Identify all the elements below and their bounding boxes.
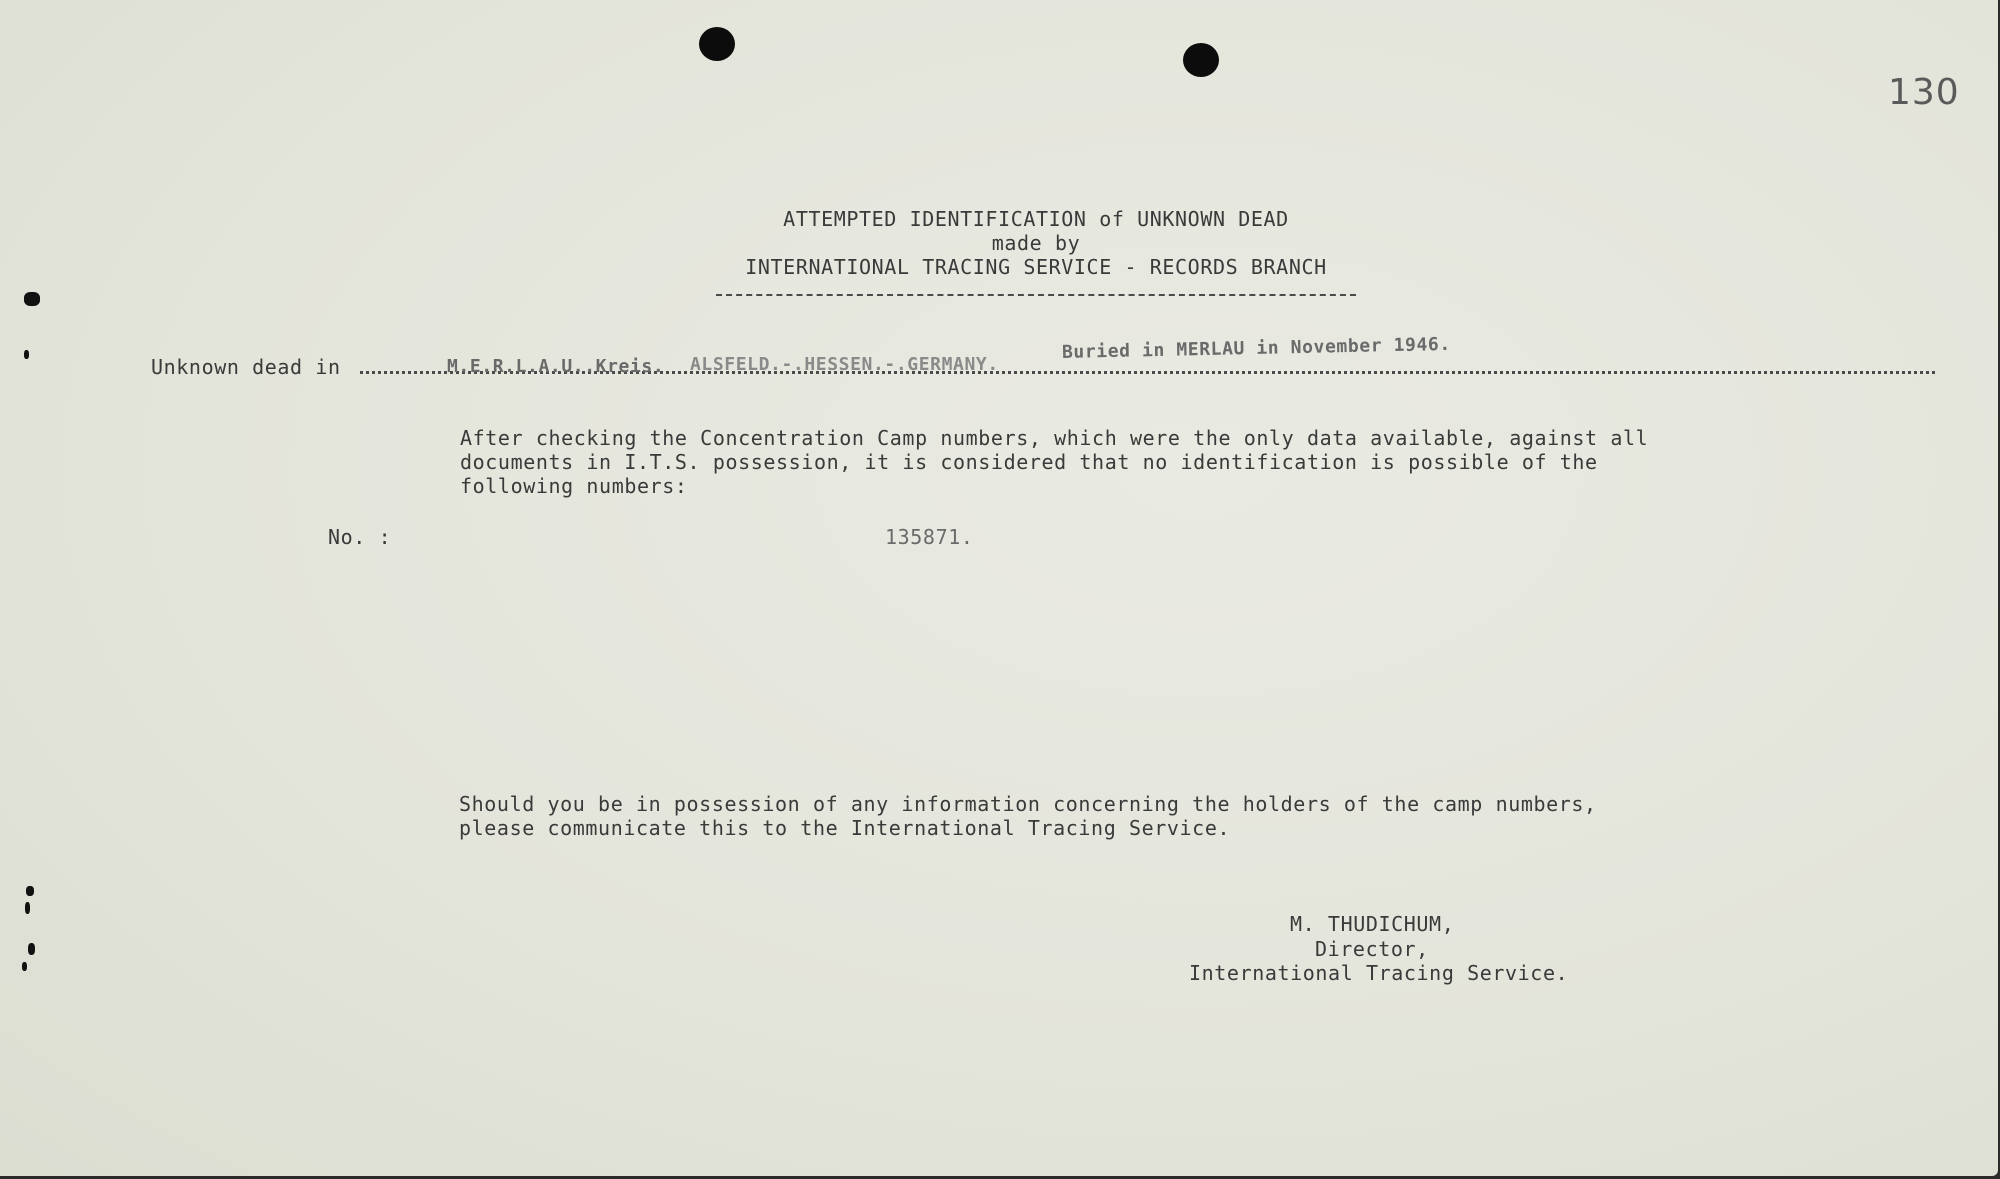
header-title: ATTEMPTED IDENTIFICATION of UNKNOWN DEAD <box>783 207 1289 231</box>
unknown-dead-burial: Buried in MERLAU in November 1946. <box>1061 333 1451 363</box>
header-organization: INTERNATIONAL TRACING SERVICE - RECORDS BRANCH <box>745 255 1327 279</box>
edge-mark <box>25 902 30 914</box>
header-subtitle: made by <box>991 231 1081 255</box>
request-text-line-1: Should you be in possession of any information concerning the holders of the camp numbers, <box>459 792 1597 816</box>
punch-hole-right <box>1183 43 1219 77</box>
unknown-dead-label: Unknown dead in <box>151 355 341 379</box>
body-text-line-3: following numbers: <box>460 474 688 498</box>
unknown-dead-place: M.E.R.L.A.U..Kreis. <box>447 356 665 377</box>
edge-mark <box>22 962 27 971</box>
signature-organization: International Tracing Service. <box>1189 961 1569 985</box>
header-rule <box>716 294 1356 296</box>
signature-name: M. THUDICHUM, <box>1290 912 1455 936</box>
edge-mark <box>28 943 35 955</box>
numbers-label: No. : <box>328 525 392 549</box>
camp-number: 135871. <box>885 525 974 549</box>
body-text-line-1: After checking the Concentration Camp numbers, which were the only data available, against all <box>460 426 1649 450</box>
edge-mark <box>26 886 34 896</box>
punch-hole-left <box>699 27 735 61</box>
request-text-line-2: please communicate this to the International Tracing Service. <box>459 816 1231 840</box>
edge-mark <box>24 292 40 306</box>
body-text-line-2: documents in I.T.S. possession, it is considered that no identification is possible of the <box>460 450 1598 474</box>
page-number: 130 <box>1888 72 1960 113</box>
signature-title: Director, <box>1315 937 1429 961</box>
edge-mark <box>24 350 29 359</box>
unknown-dead-district: ALSFELD.-.HESSEN.-.GERMANY. <box>690 354 999 375</box>
